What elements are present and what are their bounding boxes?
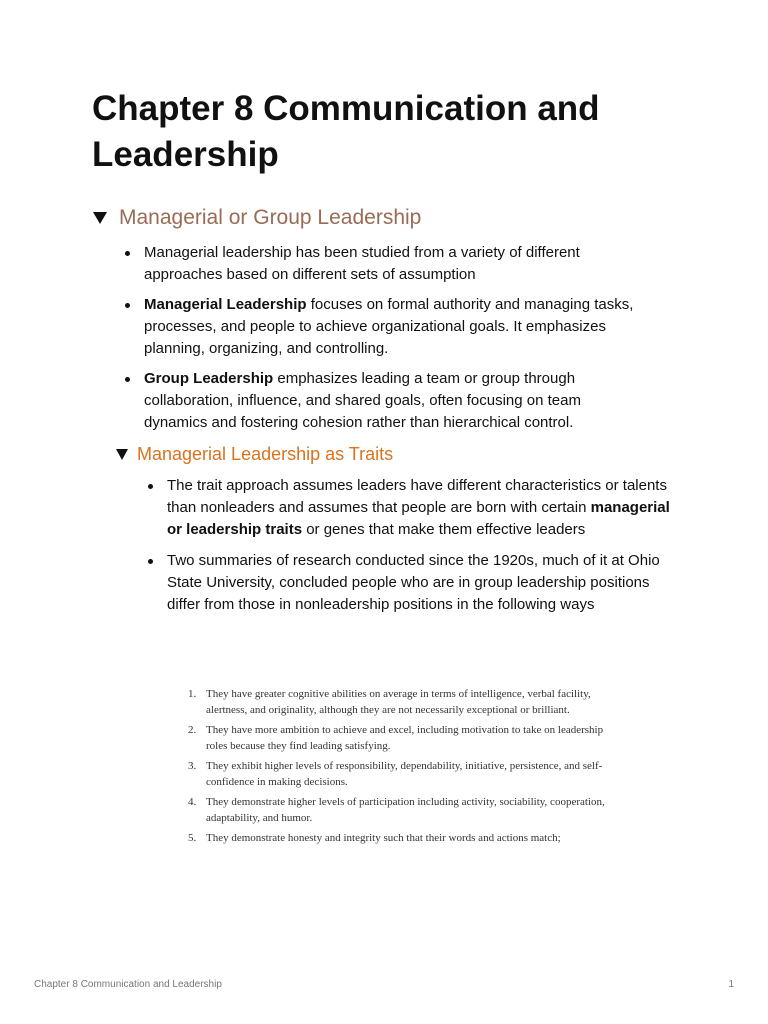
list-item [144,242,644,286]
traits-item-text: They have greater cognitive abilities on average in terms of intelligence, verbal facility, alertness, and originality, although they are not necessarily exceptional or brilliant. [206,688,591,716]
traits-item-text: They exhibit higher levels of responsibility, dependability, initiative, persistence, and self-confidence in making decisions. [206,760,603,788]
page-title: Chapter 8 Communication and Leadership [92,89,600,174]
triangle-down-icon[interactable] [116,449,128,460]
traits-item-text: They demonstrate higher levels of participation including activity, sociability, cooperation, adaptability, and humor. [206,796,605,824]
traits-item-number: 1. [188,688,197,700]
list-item [144,294,644,360]
list-item-text: Managerial leadership has been studied from a variety of different approaches based on different sets of assumption [144,244,580,283]
list-item-bold: managerial or leadership traits [167,499,670,538]
list-item [144,368,644,434]
traits-item-number: 4. [188,796,197,808]
list-item [167,475,682,541]
traits-item-text: They have more ambition to achieve and excel, including motivation to take on leadership roles because they find leading satisfying. [206,724,604,752]
section-heading: Managerial or Group Leadership [119,206,422,229]
list-item-bold: Group Leadership [144,370,274,387]
traits-item-number: 2. [188,724,197,736]
traits-list-item [184,722,624,754]
subsection-heading: Managerial Leadership as Traits [137,444,394,464]
list-item-bold: Managerial Leadership [144,296,307,313]
traits-list-item [184,794,624,826]
list-item-text: focuses on formal authority and managing tasks, processes, and people to achieve organizational goals. It emphasizes planning, organizing, and controlling. [144,296,634,357]
traits-item-number: 5. [188,832,197,844]
traits-item-number: 3. [188,760,197,772]
footer-title: Chapter 8 Communication and Leadership [34,979,222,990]
traits-image-list [184,686,624,850]
traits-list-item [184,758,624,790]
traits-item-text: They demonstrate honesty and integrity such that their words and actions match; [206,832,561,844]
traits-list-item [184,686,624,718]
traits-list-item [184,830,624,846]
list-item-text: or genes that make them effective leaders [302,521,586,538]
toggle-managerial-leadership-as-traits[interactable] [116,441,393,467]
section-bullet-list [144,242,644,442]
page-number: 1 [728,979,734,990]
triangle-down-icon[interactable] [93,212,107,224]
list-item-text: Two summaries of research conducted since the 1920s, much of it at Ohio State University, concluded people who are in group leadership positions differ from those in nonleadership positions in the following ways [167,552,660,613]
toggle-managerial-or-group-leadership[interactable] [93,203,421,233]
subsection-bullet-list [167,475,682,625]
list-item-text: The trait approach assumes leaders have different characteristics or talents than nonleaders and assumes that people are born with certain [167,477,667,516]
list-item [167,550,682,616]
list-item-text: emphasizes leading a team or group through collaboration, influence, and shared goals, often focusing on team dynamics and fostering cohesion rather than hierarchical control. [144,370,581,431]
